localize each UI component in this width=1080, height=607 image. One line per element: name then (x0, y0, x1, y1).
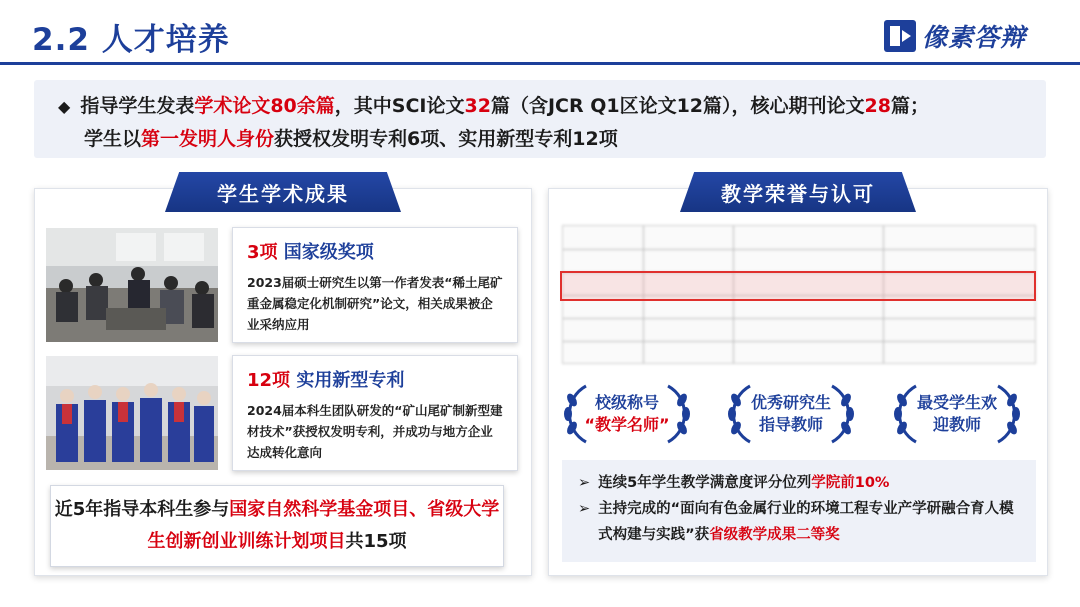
diamond-bullet-icon: ◆ (58, 97, 71, 116)
arrow-bullet-icon: ➢ (578, 501, 591, 517)
brand-logo (884, 18, 1026, 54)
title-divider (0, 62, 1080, 65)
logo-text: 像素答辩 (922, 23, 1027, 52)
highlighted-record-row (560, 271, 1036, 301)
summary-line-2: 学生以第一发明人身份获授权发明专利6项、实用新型专利12项 (84, 128, 618, 150)
award-card-title: 3项 国家级奖项 (247, 242, 374, 263)
projects-summary: 近5年指导本科生参与国家自然科学基金项目、省级大学生创新创业训练计划项目共15项 (50, 485, 504, 567)
badge-favorite-teacher: 最受学生欢 迎教师 (886, 380, 1028, 448)
arrow-bullet-icon: ➢ (578, 475, 591, 491)
badge-teaching-master: 校级称号 “教学名师” (556, 380, 698, 448)
student-achievements-ribbon: 学生学术成果 (165, 172, 401, 212)
students-photo (46, 356, 218, 470)
honors-list (562, 460, 1036, 562)
badge-outstanding-advisor: 优秀研究生 指导教师 (720, 380, 862, 448)
summary-line-1: ◆ 指导学生发表学术论文80余篇，其中SCI论文32篇（含JCR Q1区论文12篇），核心期刊论文28篇； (58, 95, 929, 117)
award-card (232, 227, 518, 343)
patent-card-text: 2024届本科生团队研发的“矿山尾矿制新型建材技术”获授权发明专利，并成功与地方企业达成转化意向 (247, 403, 503, 460)
teaching-honors-ribbon: 教学荣誉与认可 (680, 172, 916, 212)
patent-card-title: 12项 实用新型专利 (247, 370, 405, 391)
award-card-text: 2023届硕士研究生以第一作者发表“稀土尾矿重金属稳定化机制研究”论文，相关成果被企业采纳应用 (247, 275, 503, 332)
logo-icon (884, 20, 916, 52)
patent-card (232, 355, 518, 471)
honor-item-teaching-award: ➢ 主持完成的“面向有色金属行业的环境工程专业产学研融合育人模式构建与实践”获省级教学成果二等奖 (578, 496, 1022, 548)
summary-box (34, 80, 1046, 158)
honor-item-satisfaction: ➢ 连续5年学生教学满意度评分位列学院前10% (578, 475, 890, 491)
lab-photo (46, 228, 218, 342)
page-title: 2.2 人才培养 (32, 22, 230, 58)
